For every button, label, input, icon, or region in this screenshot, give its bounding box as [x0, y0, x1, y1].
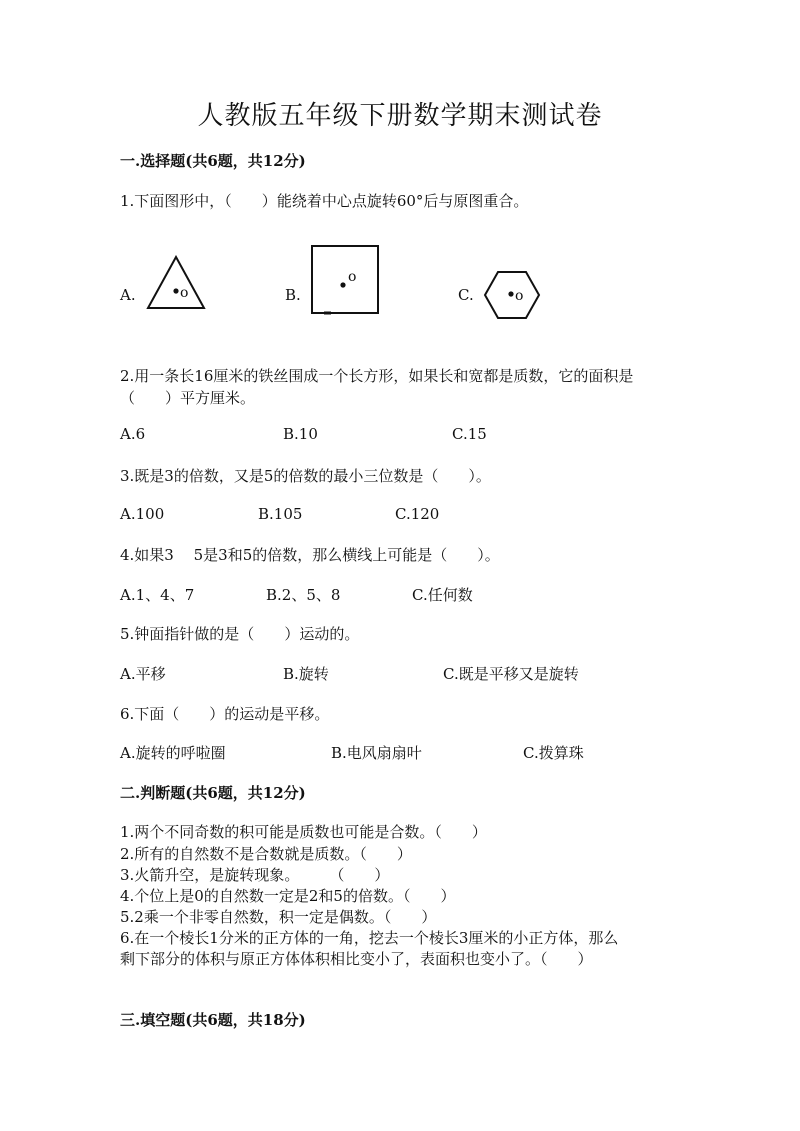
judge-question-1: 1.两个不同奇数的积可能是质数也可能是合数。（ ）: [120, 823, 487, 841]
question-5-option-b: B.旋转: [283, 665, 329, 683]
question-4-option-b: B.2、5、8: [266, 586, 341, 604]
figure-o-label: o: [180, 285, 189, 301]
square-shape: [312, 246, 378, 313]
question-2-stem-line1: 2.用一条长16厘米的铁丝围成一个长方形，如果长和宽都是质数，它的面积是: [120, 367, 634, 385]
judge-question-5: 5.2乘一个非零自然数，积一定是偶数。（ ）: [120, 908, 437, 926]
hexagon-figure: [482, 269, 542, 321]
question-3-option-a: A.100: [120, 505, 165, 523]
question-2-option-a: A.6: [120, 425, 146, 443]
page-title: 人教版五年级下册数学期末测试卷: [197, 101, 603, 131]
center-dot: [173, 288, 178, 293]
question-2-stem-line2: （ ）平方厘米。: [120, 389, 256, 407]
question-1-option-c: C.: [458, 286, 474, 304]
judge-question-4: 4.个位上是0的自然数一定是2和5的倍数。（ ）: [120, 887, 456, 905]
question-1-option-a: A.: [120, 286, 136, 304]
question-3-option-b: B.105: [258, 505, 303, 523]
question-2-option-b: B.10: [283, 425, 318, 443]
center-dot: [508, 291, 513, 296]
question-6-option-b: B.电风扇扇叶: [331, 744, 422, 762]
question-3-stem: 3.既是3的倍数，又是5的倍数的最小三位数是（ ）。: [120, 467, 491, 485]
section-heading-fill: 三.填空题(共6题，共18分): [120, 1011, 306, 1029]
question-4-option-a: A.1、4、7: [120, 586, 195, 604]
triangle-shape: [148, 257, 204, 308]
section-heading-judge: 二.判断题(共6题，共12分): [120, 784, 306, 802]
triangle-figure: [145, 255, 207, 311]
judge-question-2: 2.所有的自然数不是合数就是质数。（ ）: [120, 845, 412, 863]
question-6-option-c: C.拨算珠: [523, 744, 584, 762]
question-1-option-b: B.: [285, 286, 301, 304]
judge-question-6-line2: 剩下部分的体积与原正方体体积相比变小了，表面积也变小了。（ ）: [120, 950, 593, 968]
question-1-stem: 1.下面图形中，（ ）能绕着中心点旋转60°后与原图重合。: [120, 192, 529, 210]
question-5-stem: 5.钟面指针做的是（ ）运动的。: [120, 625, 360, 643]
question-6-stem: 6.下面（ ）的运动是平移。: [120, 705, 330, 723]
question-3-option-c: C.120: [395, 505, 440, 523]
judge-question-3: 3.火箭升空，是旋转现象。 （ ）: [120, 866, 390, 884]
figure-o-label: o: [348, 269, 357, 285]
square-figure: [310, 244, 382, 318]
question-5-option-c: C.既是平移又是旋转: [443, 665, 579, 683]
question-6-option-a: A.旋转的呼啦圈: [120, 744, 226, 762]
question-4-option-c: C.任何数: [412, 586, 473, 604]
judge-question-6-line1: 6.在一个棱长1分米的正方体的一角，挖去一个棱长3厘米的小正方体，那么: [120, 929, 619, 947]
question-4-stem: 4.如果3 5是3和5的倍数，那么横线上可能是（ ）。: [120, 546, 500, 564]
question-5-option-a: A.平移: [120, 665, 166, 683]
question-2-option-c: C.15: [452, 425, 487, 443]
section-heading-choice: 一.选择题(共6题，共12分): [120, 152, 306, 170]
figure-o-label: o: [515, 288, 524, 304]
center-dot: [340, 282, 345, 287]
